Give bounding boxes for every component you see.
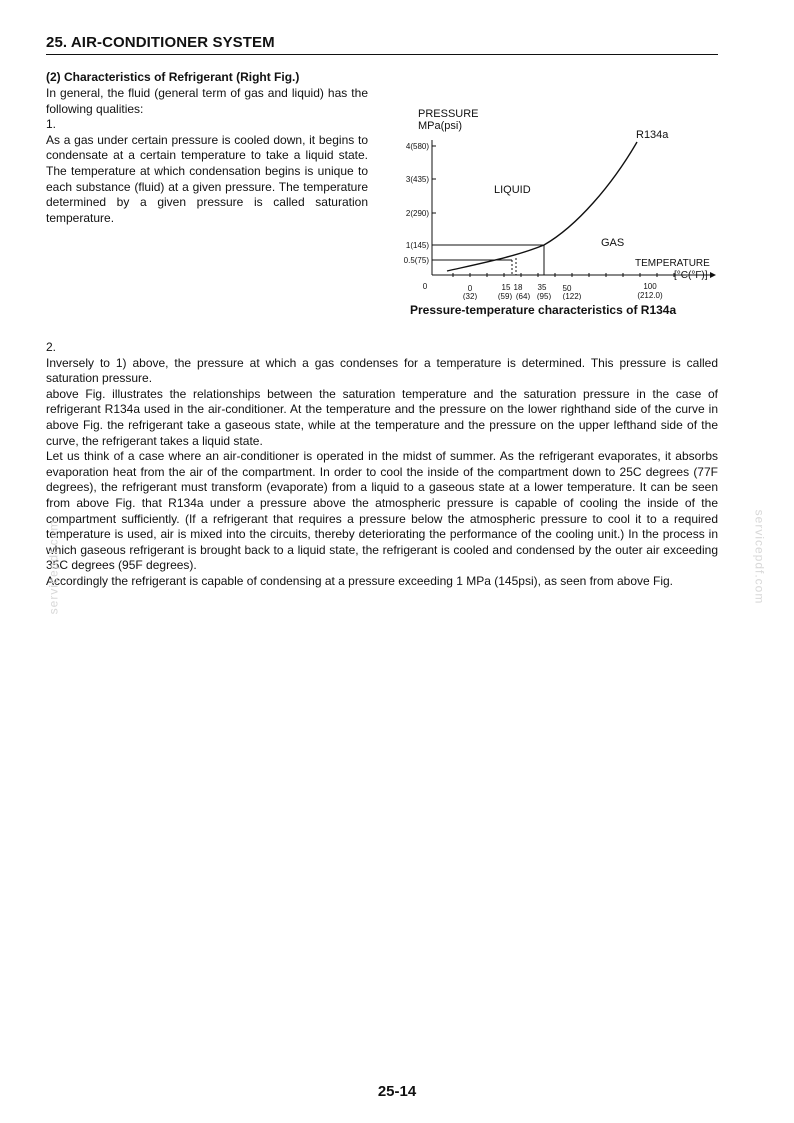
item-1-text: As a gas under certain pressure is cooled down, it begins to condensate at a certain temperature to take a liquid state. The temperature at which condensation begins is unique to each substance (fluid) at a given pressure. The temperature determined by a given pressure is called saturation temperature. [46, 132, 368, 225]
x-tick-35: 35 [537, 283, 547, 292]
page-number: 25-14 [377, 1083, 417, 1100]
y-axis-title-1: PRESSURE [418, 108, 479, 120]
y-tick-3: 3(435) [405, 175, 429, 184]
region-gas-label: GAS [601, 237, 625, 249]
body-paragraph-1: Inversely to 1) above, the pressure at which a gas condenses for a temperature is determined. This pressure is called saturation pressure. [46, 355, 718, 386]
pt-diagram-svg [392, 100, 722, 300]
x-axis-arrow [710, 272, 716, 278]
x-origin-label: 0 [422, 282, 428, 291]
left-column-text [46, 86, 368, 226]
curve-label: R134a [636, 129, 669, 141]
item-2-label: 2. [46, 340, 57, 354]
watermark-right: servicepdf.com [752, 509, 767, 605]
y-tick-1: 1(145) [405, 241, 429, 250]
section-title-text: Characteristics of Refrigerant (Right Fig.) [64, 70, 300, 84]
y-axis-title-2: MPa(psi) [418, 120, 463, 132]
pressure-temperature-figure [392, 100, 722, 322]
item-1-label: 1. [46, 117, 57, 132]
x-tick-0-f: (32) [462, 292, 478, 300]
x-tick-50-f: (122) [562, 292, 582, 300]
x-tick-0: 0 [467, 284, 473, 293]
y-tick-2: 2(290) [405, 209, 429, 218]
x-tick-15-f: (59) [497, 292, 513, 300]
y-tick-05: 0.5(75) [403, 256, 429, 265]
x-tick-100-f: (212.0) [637, 291, 663, 300]
x-tick-18-f: (64) [515, 292, 531, 300]
x-tick-35-f: (95) [536, 292, 552, 300]
body-paragraph-3: Let us think of a case where an air-conditioner is operated in the midst of summer. As the refrigerant evaporates, it absorbs evaporation heat from the air of the compartment. In order to cool the inside of the compartment down to 25C degrees (77F degrees), the refrigerant must transform (evaporate) from a liquid to a gaseous state at a lower temperature. It can be seen from above Fig. that R134a under a pressure above the atmospheric pressure is capable of cooling the inside of the compartment sufficiently. (If a refrigerant that requires a pressure below the atmospheric pressure to cool it to a required temperature is used, air is mixed into the circuits, thereby deteriorating the performance of the cooling unit.) In the process in which gaseous refrigerant is brought back to a liquid state, the refrigerant is cooled and condensed by the outer air exceeding 35C degrees (95F degrees). [46, 449, 718, 573]
section-title [46, 70, 376, 84]
x-axis-title-2: [°C(°F)] [674, 270, 708, 281]
r134a-curve [447, 142, 637, 271]
y-tick-4: 4(580) [405, 142, 429, 151]
x-tick-50: 50 [562, 284, 572, 293]
body-paragraph-2: above Fig. illustrates the relationships between the saturation temperature and the saturation pressure in the case of refrigerant R134a used in the air-conditioner. At the temperature and the pressure on the lower righthand side of the curve in above Fig. the refrigerant take a gaseous state, while at the temperature and the pressure on the upper lefthand side of the curve, the refrigerant takes a liquid state. [46, 386, 718, 448]
region-liquid-label: LIQUID [494, 184, 531, 196]
x-axis-title-1: TEMPERATURE [635, 258, 710, 269]
intro-paragraph: In general, the fluid (general term of gas and liquid) has the following qualities: [46, 86, 368, 116]
figure-caption: Pressure-temperature characteristics of R134a [410, 303, 677, 317]
page-header-title: 25. AIR-CONDITIONER SYSTEM [46, 34, 718, 55]
section-number: (2) [46, 70, 61, 84]
main-body-text [46, 340, 718, 590]
watermark-left: servicepdf.com [46, 519, 61, 615]
x-tick-100: 100 [643, 282, 657, 291]
x-tick-15: 15 [501, 283, 511, 292]
body-paragraph-4: Accordingly the refrigerant is capable of condensing at a pressure exceeding 1 MPa (145psi), as seen from above Fig. [46, 573, 674, 588]
x-tick-18: 18 [513, 283, 523, 292]
